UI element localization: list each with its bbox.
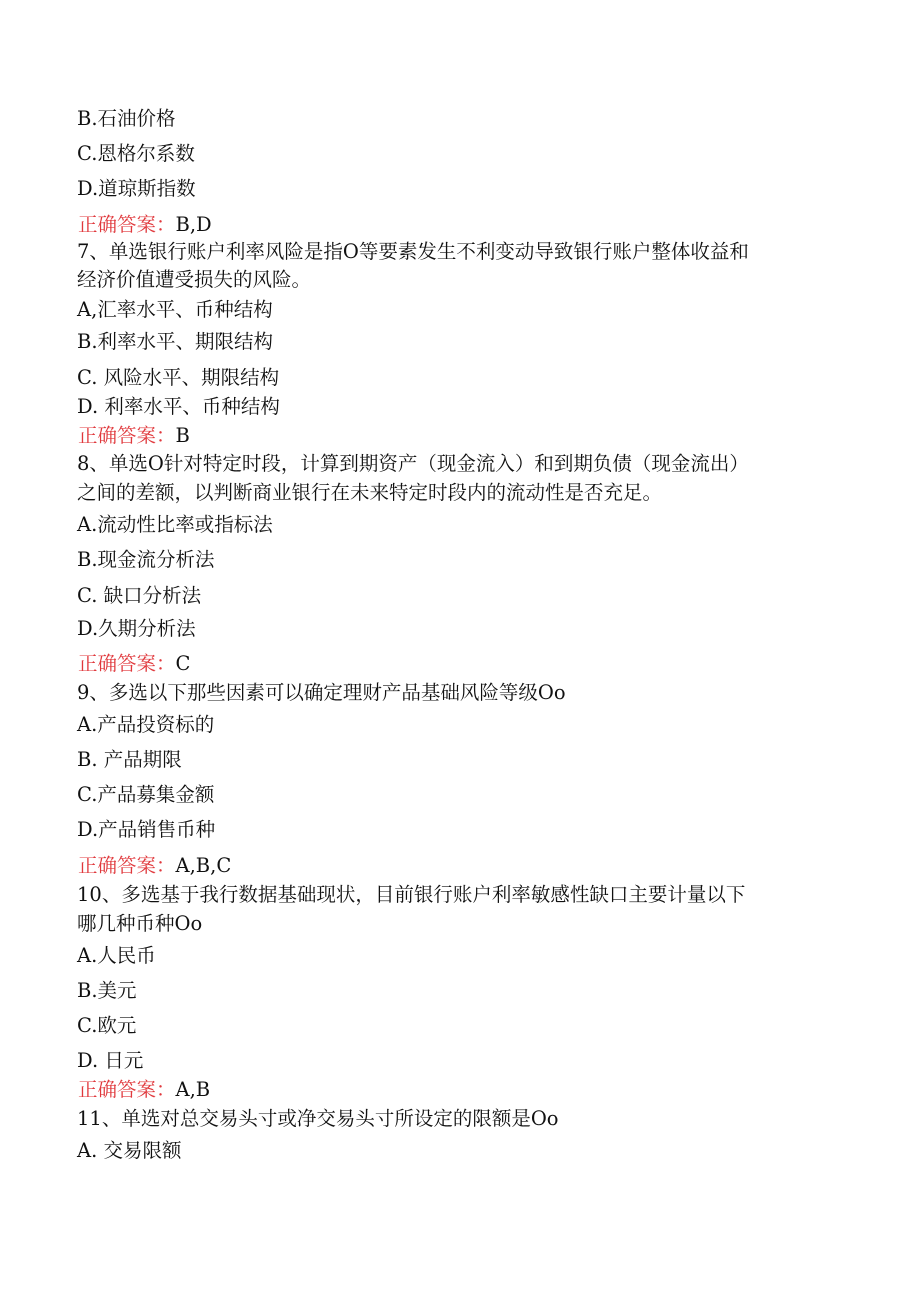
q6-option-d: D.道琼斯指数 bbox=[77, 177, 196, 200]
q10-option-a: A.人民币 bbox=[77, 944, 156, 967]
q7-answer-value: B bbox=[175, 424, 190, 447]
q10-option-d: D. 日元 bbox=[77, 1049, 144, 1072]
q9-stem-line-1: 9、多选以下那些因素可以确定理财产品基础风险等级Oo bbox=[77, 681, 566, 704]
q7-option-c: C. 风险水平、期限结构 bbox=[77, 366, 280, 389]
q10-stem-line-2: 哪几种币种Oo bbox=[77, 912, 203, 935]
q8-stem-line-1: 8、单选O针对特定时段，计算到期资产（现金流入）和到期负债（现金流出） bbox=[77, 452, 749, 475]
q6-option-b: B.石油价格 bbox=[77, 107, 176, 130]
q9-option-d: D.产品销售币种 bbox=[77, 818, 216, 841]
q9-answer bbox=[78, 854, 231, 878]
q8-answer-label: 正确答案： bbox=[78, 652, 176, 675]
q11-option-a: A. 交易限额 bbox=[77, 1139, 182, 1162]
q10-answer bbox=[78, 1078, 210, 1102]
q6-answer-value: B,D bbox=[175, 213, 212, 236]
q10-option-b: B.美元 bbox=[77, 979, 137, 1002]
q6-option-c: C.恩格尔系数 bbox=[77, 142, 195, 165]
q7-stem-line-2: 经济价值遭受损失的风险。 bbox=[77, 268, 312, 291]
q9-answer-label: 正确答案： bbox=[78, 854, 176, 877]
q8-option-a: A.流动性比率或指标法 bbox=[77, 513, 273, 536]
q7-answer-label: 正确答案： bbox=[78, 424, 176, 447]
q9-answer-value: A,B,C bbox=[175, 854, 232, 877]
q10-stem-line-1: 10、多选基于我行数据基础现状，目前银行账户利率敏感性缺口主要计量以下 bbox=[77, 883, 746, 906]
q11-stem-line-1: 11、单选对总交易头寸或净交易头寸所设定的限额是Oo bbox=[77, 1107, 559, 1130]
q8-answer-value: C bbox=[175, 652, 191, 675]
q6-answer-label: 正确答案： bbox=[78, 213, 176, 236]
q8-answer bbox=[78, 652, 190, 676]
q8-option-c: C. 缺口分析法 bbox=[77, 584, 202, 607]
q10-answer-value: A,B bbox=[175, 1078, 211, 1101]
q8-option-b: B.现金流分析法 bbox=[77, 548, 215, 571]
q10-answer-label: 正确答案： bbox=[78, 1078, 176, 1101]
q10-option-c: C.欧元 bbox=[77, 1014, 137, 1037]
q7-option-a: A,汇率水平、币种结构 bbox=[77, 298, 273, 321]
q7-stem-line-1: 7、单选银行账户利率风险是指O等要素发生不利变动导致银行账户整体收益和 bbox=[77, 240, 749, 263]
q7-option-d: D. 利率水平、币种结构 bbox=[77, 395, 280, 418]
q9-option-c: C.产品募集金额 bbox=[77, 783, 215, 806]
q6-answer bbox=[78, 213, 212, 237]
q7-option-b: B.利率水平、期限结构 bbox=[77, 330, 274, 353]
q9-option-b: B. 产品期限 bbox=[77, 748, 182, 771]
q8-stem-line-2: 之间的差额，以判断商业银行在未来特定时段内的流动性是否充足。 bbox=[77, 481, 663, 504]
q7-answer bbox=[78, 424, 190, 448]
q8-option-d: D.久期分析法 bbox=[77, 617, 196, 640]
q9-option-a: A.产品投资标的 bbox=[77, 713, 215, 736]
